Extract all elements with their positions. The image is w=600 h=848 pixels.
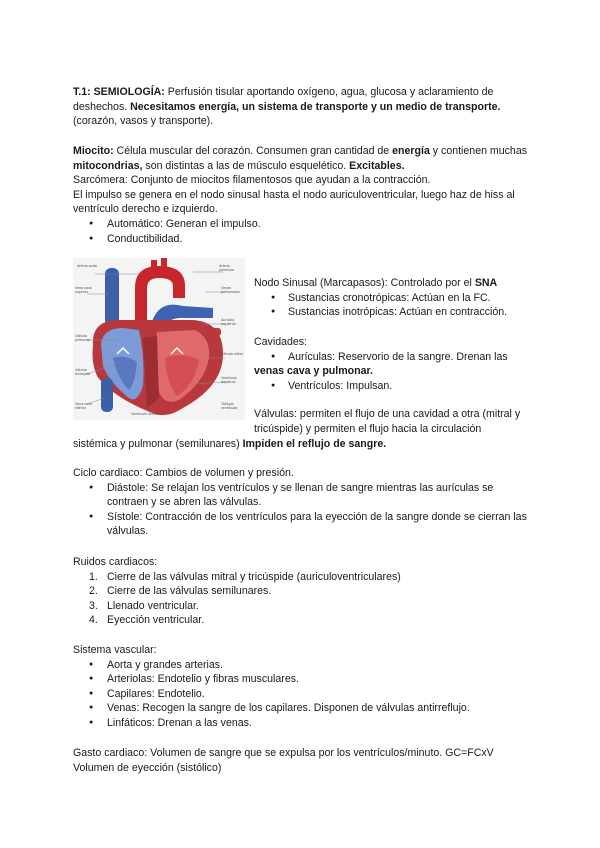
heart-label: Tabique ventricular [221, 402, 238, 411]
ruidos-block: Ruidos cardiacos: 1. Cierre de las válvulas mitral y tricúspide (auriculoventriculares) 2. Cierre de las válvulas semilunares. 3. Llenado ventricular. 4. Eyección ventricular. [73, 555, 533, 628]
impulso-list [73, 217, 533, 246]
list-item: ● Aorta y grandes arterias. [73, 658, 533, 673]
list-item: 1. Cierre de las válvulas mitral y tricúspide (auriculoventriculares) [89, 570, 401, 583]
heart-label: Venas pulmonares [221, 286, 240, 295]
list-item: ● Diástole: Se relajan los ventrículos y se llenan de sangre mientras las aurículas se contraen y se abren las válvulas. [73, 481, 533, 510]
valvulas-block: Válvulas: permiten el flujo de una cavidad a otra (mitral y tricúspide) y permiten el flujo hacia la circulación [254, 408, 521, 435]
list-item: ● Arteriolas: Endotelio y fibras musculares. [73, 672, 533, 687]
list-item: 2. Cierre de las válvulas semilunares. [89, 585, 272, 598]
cavidades-block: Cavidades: ● Aurículas: Reservorio de la sangre. Drenan las venas cava y pulmonar. ● Ventrículos: Impulsan. [254, 335, 534, 393]
list-item: ● Linfáticos: Drenan a las venas. [73, 716, 533, 731]
heart-diagram [73, 258, 245, 420]
list-item: ● Sustancias cronotrópicas: Actúan en la FC. [254, 291, 534, 306]
miocito-block: Miocito: Célula muscular del corazón. Consumen gran cantidad de energía y contienen muchas mitocondrias, son distintas a las de músculo esquelético. Excitables. Sarcómera: Conjunto de miocitos filamentosos que ayudan a la contracción. El impulso se genera en el nodo sinusal hasta el nodo auriculoventricular, luego haz de hiss al ventrículo derecho e izquierdo. ● Automático: Generan el impulso. ● Conductibilidad. [73, 144, 533, 246]
sarcomera-text: Sarcómera: Conjunto de miocitos filamentosos que ayudan a la contracción. [73, 174, 431, 187]
ciclo-block: Ciclo cardiaco: Cambios de volumen y presión. ● Diástole: Se relajan los ventrículos y se llenan de sangre mientras las aurículas se contraen y se abren las válvulas. ● Sístole: Contracción de los ventrículos para la eyección de la sangre donde se cierran las válvulas. [73, 466, 533, 539]
heart-label: Válvula tricúspide [75, 368, 91, 377]
nodo-block: Nodo Sinusal (Marcapasos): Controlado por el SNA ● Sustancias cronotrópicas: Actúan en la FC. ● Sustancias inotrópicas: Actúan en contracción. [254, 276, 534, 320]
list-item: 4. Eyección ventricular. [89, 614, 205, 627]
list-item: ● Aurículas: Reservorio de la sangre. Drenan las [254, 350, 534, 365]
heart-label: Aurícula izquierda [221, 318, 236, 327]
list-item: 3. Llenado ventricular. [89, 599, 199, 612]
list-item: ● Sustancias inotrópicas: Actúan en contracción. [254, 305, 534, 320]
list-item: ● Automático: Generan el impulso. [73, 217, 533, 232]
list-item: ● Conductibilidad. [73, 232, 533, 247]
section-title: T.1: SEMIOLOGÍA: [73, 86, 165, 98]
list-item: ● Venas: Recogen la sangre de los capilares. Disponen de válvulas antirreflujo. [73, 701, 533, 716]
heart-label: Ventrículo derecho [131, 412, 161, 416]
heart-label: Vena cava superior [75, 286, 92, 295]
heart-label: Ventrículo izquierdo [221, 376, 237, 385]
impulso-text: El impulso se genera en el nodo sinusal hasta el nodo auriculoventricular, luego haz de hiss al ventrículo derecho e izquierdo. [73, 188, 515, 216]
intro-paragraph: T.1: SEMIOLOGÍA: Perfusión tisular aportando oxígeno, agua, glucosa y aclaramiento de deshechos. Necesitamos energía, un sistema de transporte y un medio de transporte. (corazón, vasos y transporte). [73, 86, 501, 128]
valvulas-continuation: sistémica y pulmonar (semilunares) Impiden el reflujo de sangre. [73, 438, 387, 450]
list-item: ● Capilares: Endotelio. [73, 687, 533, 702]
heart-label: Arteria aorta [77, 264, 97, 268]
heart-label: Válvula pulmonar [75, 334, 90, 343]
list-item: ● Sístole: Contracción de los ventrículos para la eyección de la sangre donde se cierran las válvulas. [73, 510, 533, 539]
list-item: ● Ventrículos: Impulsan. [254, 379, 534, 394]
vascular-block: Sistema vascular: ● Aorta y grandes arterias. ● Arteriolas: Endotelio y fibras musculares. ● Capilares: Endotelio. ● Venas: Recogen la sangre de los capilares. Disponen de válvulas antirreflujo. ● Linfáticos: Drenan a las venas. [73, 643, 533, 731]
heart-label: Arteria pulmonar [219, 264, 234, 273]
heart-label: Válvula mitral [221, 352, 243, 356]
gasto-block: Gasto cardiaco: Volumen de sangre que se expulsa por los ventrículos/minuto. GC=FCxV Volumen de eyección (sistólico) [73, 747, 494, 774]
heart-label: Vena cava inferior [75, 402, 92, 411]
